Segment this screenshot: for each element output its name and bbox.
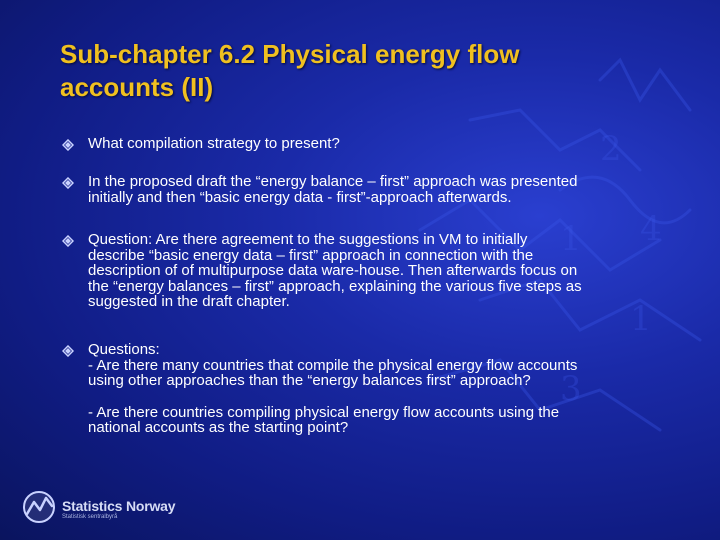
statistics-norway-logo [18, 486, 218, 526]
bullet-line: - Are there countries compiling physical energy flow accounts using the [88, 403, 560, 421]
bullet-line: In the proposed draft the “energy balance – first” approach was presented [88, 173, 578, 190]
bullet-text [88, 232, 688, 310]
bullet-line: the “energy balances – first” approach, explaining the various five steps as [88, 277, 582, 295]
svg-text:1: 1 [560, 219, 582, 259]
title-line-1: Sub-chapter 6.2 Physical energy flow [60, 39, 520, 69]
svg-text:2: 2 [600, 129, 622, 169]
slide-title [60, 38, 680, 104]
paragraph-gap [88, 389, 688, 405]
bullet-text [88, 342, 688, 436]
bullet-line: Question: Are there agreement to the suggestions in VM to initially [88, 231, 528, 248]
svg-text:1: 1 [630, 299, 652, 339]
bullet-line: using other approaches than the “energy balances first” approach? [88, 372, 531, 389]
bullet-line: What compilation strategy to present? [88, 135, 340, 152]
bullet-line: description of of multipurpose data ware-house. Then afterwards focus on [88, 262, 578, 279]
bullet-line: Questions: [88, 341, 160, 358]
svg-text:3: 3 [560, 369, 582, 409]
bullet-line: suggested in the draft chapter. [88, 293, 290, 310]
logo-globe-icon [22, 490, 56, 524]
title-line-2: accounts (II) [60, 72, 214, 102]
svg-text:4: 4 [640, 209, 662, 249]
logo-subtitle: Statistisk sentralbyrå [62, 514, 118, 520]
bullet-diamond-icon [62, 345, 74, 357]
bullet-line: initially and then “basic energy data - first”-approach afterwards. [88, 188, 512, 206]
bullet-line: describe “basic energy data – first” approach in connection with the [88, 246, 534, 264]
bullet-text [88, 136, 688, 152]
bullet-diamond-icon [62, 177, 74, 189]
bullet-line: national accounts as the starting point? [88, 419, 349, 436]
bullet-line: - Are there many countries that compile the physical energy flow accounts [88, 356, 578, 374]
bullet-diamond-icon [62, 235, 74, 247]
bullet-diamond-icon [62, 139, 74, 151]
bullet-text [88, 174, 688, 205]
logo-name: Statistics Norway [62, 498, 176, 514]
